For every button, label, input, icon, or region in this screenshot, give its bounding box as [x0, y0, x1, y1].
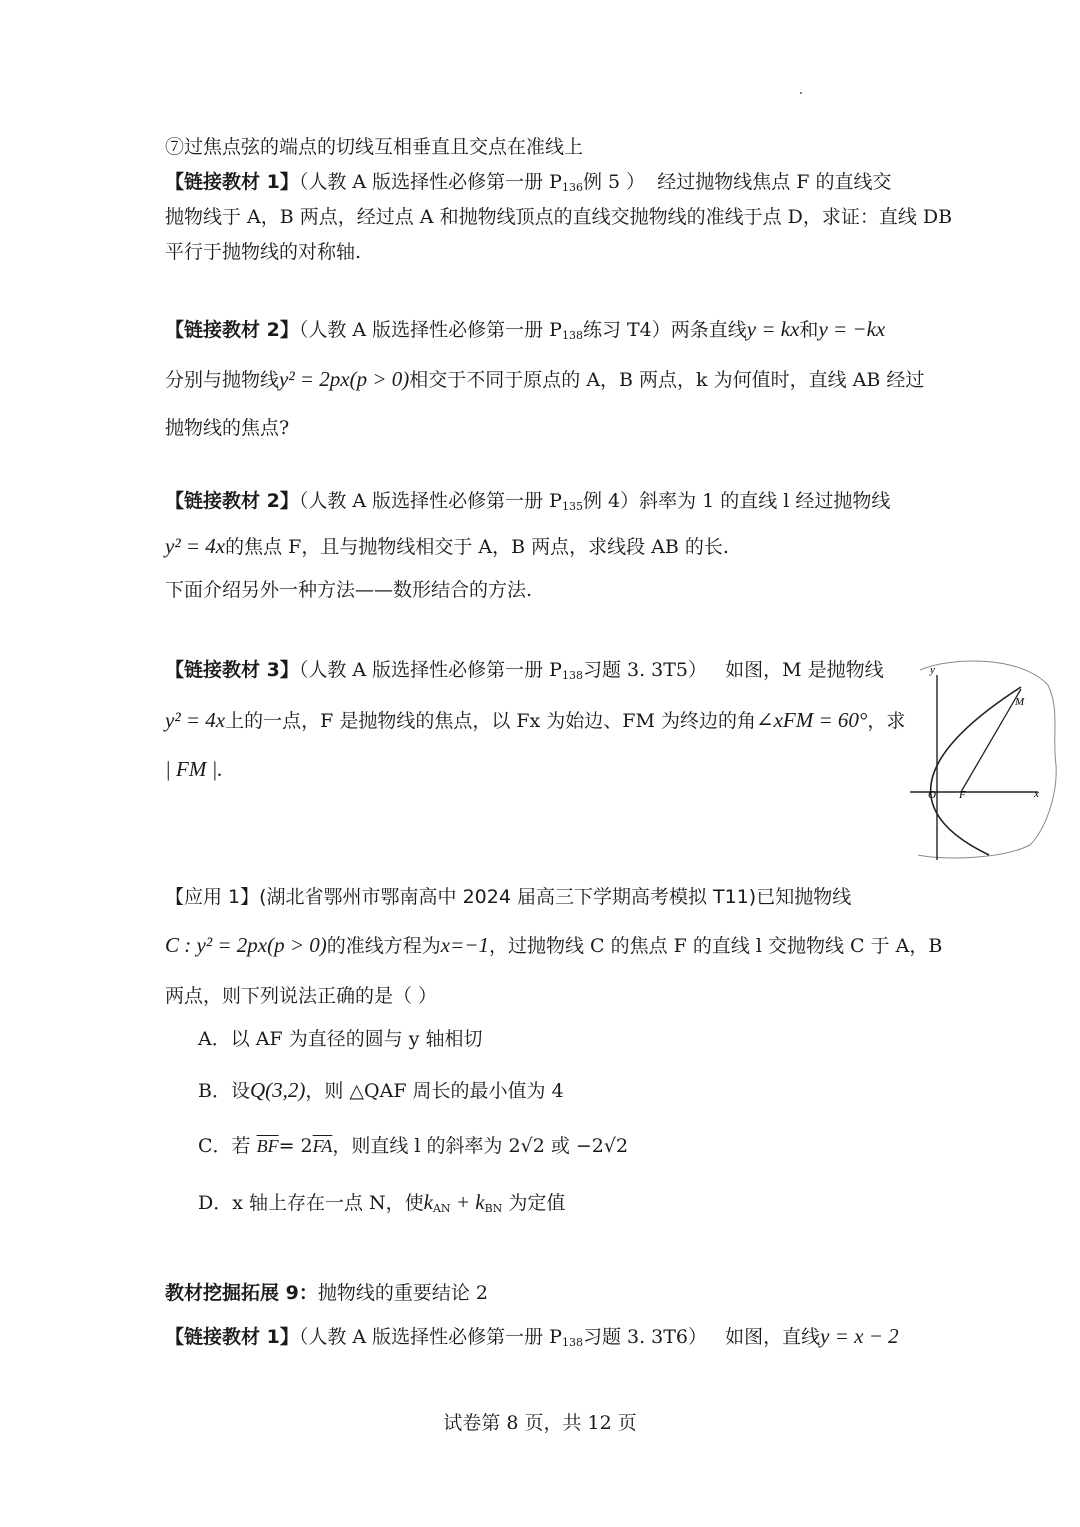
p3-line2 — [165, 533, 729, 560]
figure-y-label: y — [930, 664, 935, 676]
p5-source-end: 习题 3. 3T6） — [582, 1326, 708, 1348]
app1-line1 — [165, 885, 851, 910]
figure-focus-label: F — [959, 789, 966, 801]
p5-text1: 如图，直线 — [725, 1326, 821, 1348]
ext9-title-rest: 抛物线的重要结论 2 — [317, 1282, 488, 1304]
p4-abs-fm: | FM |. — [165, 757, 223, 781]
p1-text1: 经过抛物线焦点 F 的直线交 — [657, 171, 892, 193]
option-d — [198, 1189, 565, 1216]
p4-eq: y² = 4x — [165, 708, 226, 732]
p2-eq1: y = kx — [746, 317, 800, 341]
app1-eq2: x=−1 — [440, 933, 489, 957]
p1-page-sub: 136 — [561, 181, 583, 194]
app1-tag: 【应用 1】 — [165, 886, 260, 908]
page-footer: 试卷第 8 页，共 12 页 — [443, 1412, 637, 1434]
p4-tag: 【链接教材 3】 — [165, 659, 299, 681]
p1-line3: 平行于抛物线的对称轴. — [165, 241, 362, 263]
p4-text2a: 上的一点，F 是抛物线的焦点，以 Fx 为始边、FM 为终边的角 — [225, 710, 756, 732]
p1-line2: 抛物线于 A，B 两点，经过点 A 和抛物线顶点的直线交抛物线的准线于点 D，求证：直线 DB — [165, 206, 953, 228]
p2-page-sub: 138 — [561, 329, 583, 342]
vector-bf: $\overline{BF}$ — [256, 1136, 279, 1156]
p4-source-end: 习题 3. 3T5） — [582, 659, 708, 681]
p4-source: （人教 A 版选择性必修第一册 P — [298, 659, 562, 681]
property-7: ⑦过焦点弦的端点的切线互相垂直且交点在准线上 — [165, 136, 584, 158]
p1-source: （人教 A 版选择性必修第一册 P — [298, 171, 562, 193]
option-b-pre: B．设 — [198, 1080, 250, 1102]
p3-text2: 的焦点 F，且与抛物线相交于 A，B 两点，求线段 AB 的长. — [225, 536, 729, 558]
option-d-post: 为定值 — [508, 1192, 566, 1214]
figure-x-label: x — [1034, 788, 1039, 800]
ext9-title: 教材挖掘拓展 9： — [165, 1282, 318, 1304]
p4-eq2: ∠xFM = 60° — [756, 708, 868, 732]
app1-text2b: ，过抛物线 C 的焦点 F 的直线 l 交抛物线 C 于 A，B — [488, 935, 943, 957]
app1-line3: 两点，则下列说法正确的是（ ） — [165, 985, 438, 1007]
p1-tag: 【链接教材 1】 — [165, 171, 299, 193]
ext9-heading — [165, 1281, 488, 1306]
option-d-pre: D．x 轴上存在一点 N，使 — [198, 1192, 424, 1214]
p4-text1: 如图，M 是抛物线 — [725, 659, 884, 681]
p3-tag: 【链接教材 2】 — [165, 490, 299, 512]
p2-eq2: y = −kx — [818, 317, 886, 341]
app1-line2 — [165, 932, 942, 959]
p3-line3: 下面介绍另外一种方法——数形结合的方法. — [165, 579, 533, 601]
p4-line3 — [165, 756, 223, 783]
option-b-post: ，则 △QAF 周长的最小值为 4 — [305, 1080, 564, 1102]
p3-line1 — [165, 489, 890, 514]
p4-text2b: ，求 — [867, 710, 906, 732]
option-c-pre: C．若 — [198, 1135, 251, 1157]
p2-text2b: 相交于不同于原点的 A，B 两点，k 为何值时，直线 AB 经过 — [409, 369, 925, 391]
p2-line2 — [165, 366, 924, 393]
option-a: A．以 AF 为直径的圆与 y 轴相切 — [198, 1028, 483, 1050]
p2-source-end: 练习 T4）两条直线 — [582, 319, 747, 341]
p5-page-sub: 138 — [561, 1336, 583, 1349]
p3-source-end: 例 4）斜率为 1 的直线 l 经过抛物线 — [582, 490, 891, 512]
option-b-eq: Q(3,2) — [249, 1078, 306, 1102]
segment-fm — [961, 689, 1021, 792]
p2-tag: 【链接教材 2】 — [165, 319, 299, 341]
option-d-plus: + k — [450, 1190, 485, 1214]
app1-source: (湖北省鄂州市鄂南高中 2024 届高三下学期高考模拟 T11)已知抛物线 — [259, 886, 852, 908]
figure-origin-label: O — [928, 789, 936, 801]
p3-eq: y² = 4x — [165, 534, 226, 558]
p2-line3: 抛物线的焦点? — [165, 417, 290, 439]
option-c-eq: = 2 — [278, 1135, 313, 1157]
app1-text2a: 的准线方程为 — [326, 935, 441, 957]
p2-eq3: y² = 2px(p > 0) — [279, 367, 410, 391]
p5-eq: y = x − 2 — [820, 1324, 899, 1348]
option-d-k1: k — [423, 1190, 433, 1214]
p5-tag: 【链接教材 1】 — [165, 1326, 299, 1348]
p2-text2a: 分别与抛物线 — [165, 369, 280, 391]
p3-source: （人教 A 版选择性必修第一册 P — [298, 490, 562, 512]
p4-line2 — [165, 707, 905, 734]
option-c — [198, 1134, 628, 1159]
p1-line1 — [165, 170, 892, 195]
p5-line1 — [165, 1323, 899, 1350]
option-b — [198, 1077, 564, 1104]
parabola-figure — [910, 655, 1060, 865]
p2-and: 和 — [799, 319, 819, 341]
option-d-sub2: BN — [484, 1202, 503, 1215]
p1-source-end: 例 5 ） — [582, 171, 646, 193]
p5-source: （人教 A 版选择性必修第一册 P — [298, 1326, 562, 1348]
p2-source: （人教 A 版选择性必修第一册 P — [298, 319, 562, 341]
p3-page-sub: 135 — [561, 500, 583, 513]
figure-cutout-outline — [918, 661, 1056, 858]
option-c-post: ，则直线 l 的斜率为 2√2 或 −2√2 — [332, 1135, 629, 1157]
p4-line1 — [165, 658, 884, 683]
figure-m-label: M — [1015, 696, 1025, 708]
p2-line1 — [165, 316, 885, 343]
p4-page-sub: 138 — [561, 669, 583, 682]
app1-eq: C : y² = 2px(p > 0) — [165, 933, 327, 957]
option-d-sub1: AN — [432, 1202, 451, 1215]
vector-fa: $\overline{FA}$ — [312, 1136, 333, 1156]
scan-speck — [800, 92, 802, 94]
